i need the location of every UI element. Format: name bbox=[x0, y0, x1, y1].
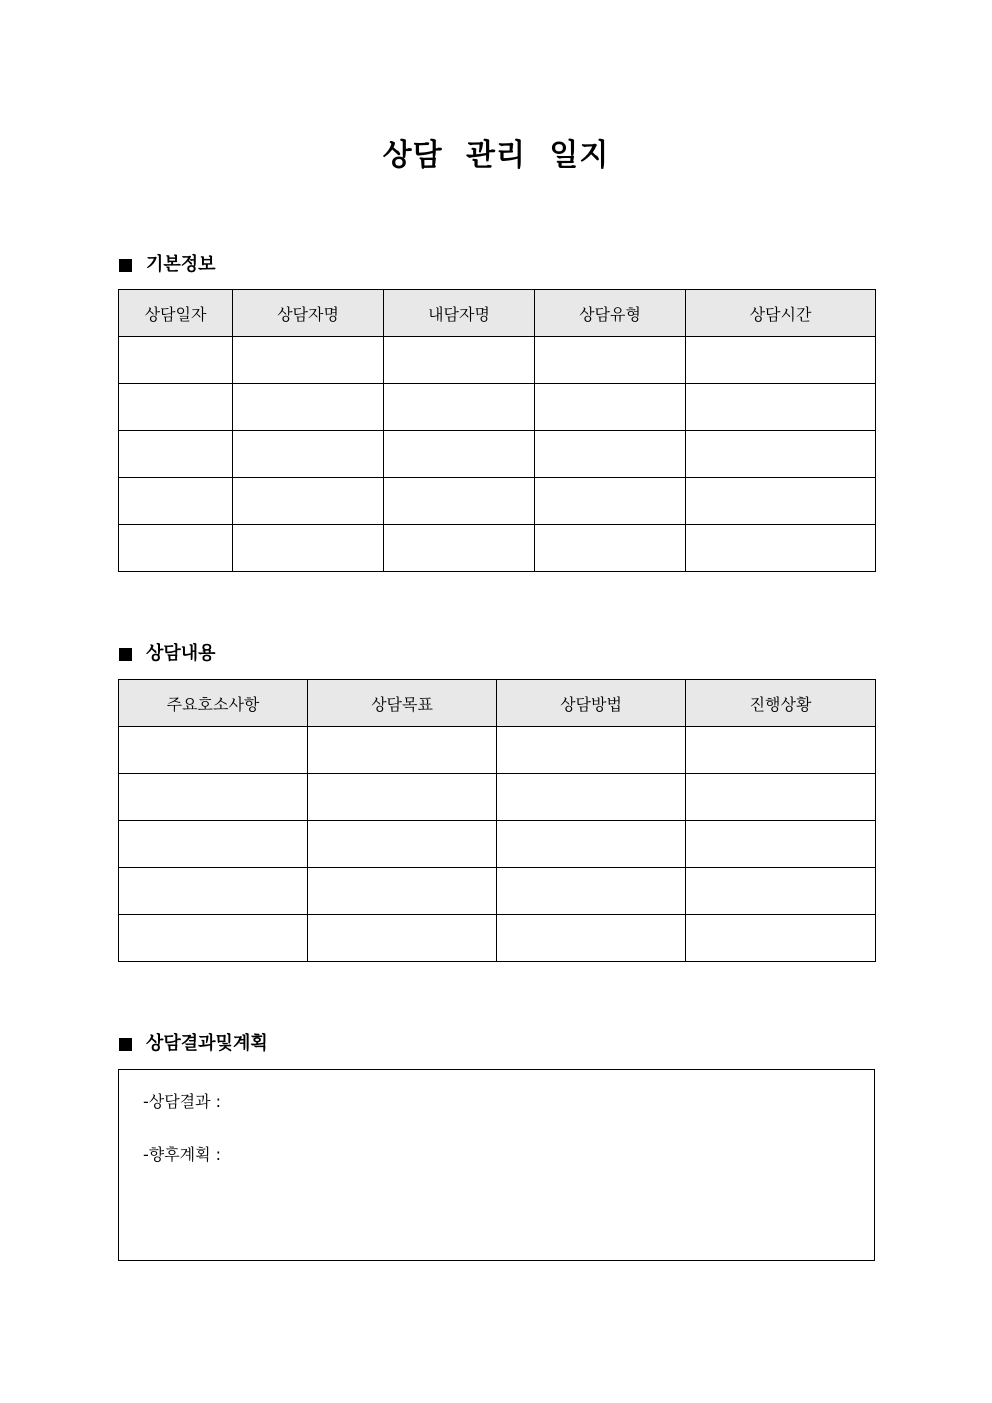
table-cell[interactable] bbox=[686, 384, 876, 431]
table-cell[interactable] bbox=[497, 868, 686, 915]
section-heading-result-plan bbox=[119, 1032, 268, 1056]
column-header: 상담일자 bbox=[119, 290, 233, 337]
table-cell[interactable] bbox=[686, 337, 876, 384]
table-cell[interactable] bbox=[384, 337, 535, 384]
table-cell[interactable] bbox=[119, 337, 233, 384]
table-cell[interactable] bbox=[233, 384, 384, 431]
table-cell[interactable] bbox=[119, 915, 308, 962]
page-title: 상담 관리 일지 bbox=[382, 138, 610, 173]
table-cell[interactable] bbox=[497, 915, 686, 962]
table-cell[interactable] bbox=[233, 337, 384, 384]
column-header: 주요호소사항 bbox=[119, 680, 308, 727]
table-cell[interactable] bbox=[497, 821, 686, 868]
table-row bbox=[119, 478, 876, 525]
table-cell[interactable] bbox=[686, 727, 876, 774]
table-row bbox=[119, 337, 876, 384]
result-plan-box[interactable] bbox=[118, 1069, 875, 1261]
table-cell[interactable] bbox=[384, 431, 535, 478]
table-header-row bbox=[119, 680, 876, 727]
table-cell[interactable] bbox=[119, 868, 308, 915]
table-cell[interactable] bbox=[308, 774, 497, 821]
basic-info-table bbox=[118, 289, 876, 572]
section-title: 상담결과및계획 bbox=[146, 1033, 268, 1054]
table-cell[interactable] bbox=[686, 431, 876, 478]
table-cell[interactable] bbox=[497, 727, 686, 774]
table-cell[interactable] bbox=[686, 915, 876, 962]
table-cell[interactable] bbox=[308, 727, 497, 774]
table-cell[interactable] bbox=[686, 525, 876, 572]
column-header: 상담목표 bbox=[308, 680, 497, 727]
column-header: 상담방법 bbox=[497, 680, 686, 727]
table-cell[interactable] bbox=[384, 478, 535, 525]
table-cell[interactable] bbox=[535, 478, 686, 525]
table-cell[interactable] bbox=[686, 868, 876, 915]
section-title: 기본정보 bbox=[146, 254, 216, 275]
table-cell[interactable] bbox=[308, 915, 497, 962]
column-header: 상담자명 bbox=[233, 290, 384, 337]
table-cell[interactable] bbox=[686, 478, 876, 525]
section-heading-consult-content bbox=[119, 642, 216, 666]
table-cell[interactable] bbox=[384, 525, 535, 572]
table-cell[interactable] bbox=[497, 774, 686, 821]
square-bullet-icon bbox=[119, 1038, 132, 1051]
table-cell[interactable] bbox=[233, 478, 384, 525]
table-cell[interactable] bbox=[233, 525, 384, 572]
table-cell[interactable] bbox=[686, 821, 876, 868]
result-label: -상담결과 : bbox=[143, 1092, 222, 1111]
table-cell[interactable] bbox=[119, 774, 308, 821]
table-cell[interactable] bbox=[119, 525, 233, 572]
table-cell[interactable] bbox=[535, 337, 686, 384]
table-row bbox=[119, 915, 876, 962]
column-header: 내담자명 bbox=[384, 290, 535, 337]
section-heading-basic-info bbox=[119, 253, 216, 277]
square-bullet-icon bbox=[119, 648, 132, 661]
table-cell[interactable] bbox=[119, 727, 308, 774]
table-cell[interactable] bbox=[535, 431, 686, 478]
consult-content-table bbox=[118, 679, 876, 962]
table-row bbox=[119, 821, 876, 868]
column-header: 상담시간 bbox=[686, 290, 876, 337]
table-cell[interactable] bbox=[535, 525, 686, 572]
plan-label: -향후계획 : bbox=[143, 1145, 222, 1164]
table-row bbox=[119, 774, 876, 821]
table-cell[interactable] bbox=[384, 384, 535, 431]
table-cell[interactable] bbox=[308, 868, 497, 915]
square-bullet-icon bbox=[119, 259, 132, 272]
column-header: 상담유형 bbox=[535, 290, 686, 337]
table-cell[interactable] bbox=[535, 384, 686, 431]
table-cell[interactable] bbox=[233, 431, 384, 478]
table-cell[interactable] bbox=[686, 774, 876, 821]
table-row bbox=[119, 727, 876, 774]
table-cell[interactable] bbox=[119, 384, 233, 431]
table-row bbox=[119, 525, 876, 572]
table-row bbox=[119, 431, 876, 478]
table-row bbox=[119, 384, 876, 431]
column-header: 진행상황 bbox=[686, 680, 876, 727]
table-cell[interactable] bbox=[308, 821, 497, 868]
table-header-row bbox=[119, 290, 876, 337]
table-cell[interactable] bbox=[119, 431, 233, 478]
table-cell[interactable] bbox=[119, 821, 308, 868]
section-title: 상담내용 bbox=[146, 643, 216, 664]
table-row bbox=[119, 868, 876, 915]
table-cell[interactable] bbox=[119, 478, 233, 525]
